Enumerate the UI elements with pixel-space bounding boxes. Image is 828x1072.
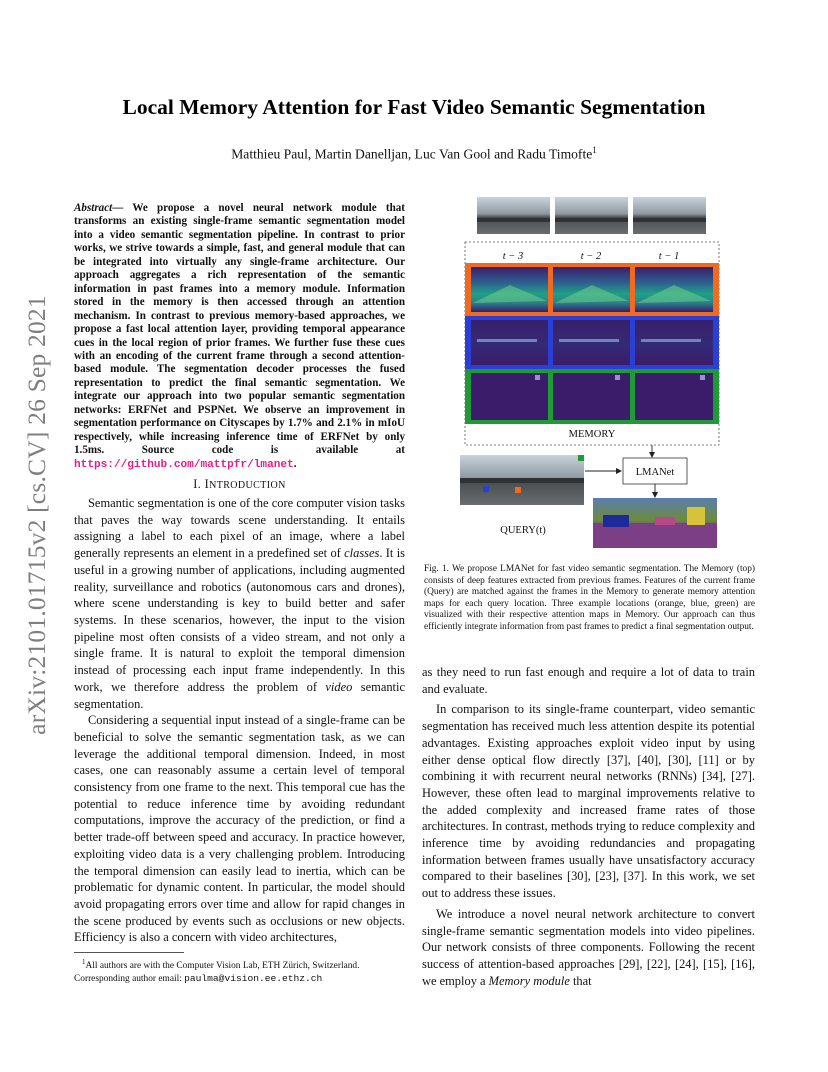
time-label: t − 3 bbox=[502, 251, 524, 262]
segmentation-output-image bbox=[593, 498, 717, 548]
query-frame-image bbox=[460, 455, 584, 505]
introduction-text bbox=[74, 495, 405, 946]
footnote-divider bbox=[74, 952, 184, 953]
arxiv-identifier: arXiv:2101.01715v2 [cs.CV] 26 Sep 2021 bbox=[22, 295, 51, 735]
author-email[interactable]: paulma@vision.ee.ethz.ch bbox=[184, 972, 323, 984]
query-location-orange bbox=[515, 487, 521, 493]
paragraph: In comparison to its single-frame counterpart, video semantic segmentation has received much less attention despite its potential advantages. Existing approaches exploit video input by using either dense optical flow directly [37], [40], [30], [11] or by combining it with recurrent neural networks (RNNs) [34], [27]. However, these often lead to marginal improvements relative to the added complexity and increased frame rates of those architectures. In contrast, methods trying to reduce complexity and inference time by avoiding redundancies and propagating information between frames usually have unsatisfactory accuracy compared to their baselines [30], [23], [37]. In this work, we set out to address these issues. bbox=[422, 702, 755, 901]
attention-row-green bbox=[465, 369, 719, 424]
paper-authors: Matthieu Paul, Martin Danelljan, Luc Van Gool and Radu Timofte$^1$ bbox=[231, 145, 597, 162]
paragraph: Semantic segmentation is one of the core computer vision tasks that paves the way towards scene understanding. It entails assigning a label to each pixel of an image, where a label generally represents an element in a predefined set of classes. It is useful in a growing number of applications, including augmented reality, surveillance and robotics (autonomous cars and drones), where scene understanding is key to build better and safer systems. In these scenarios, however, the input to the vision pipeline most often consists of a video stream, and not only a single frame. It is natural to exploit the temporal dimension instead of processing each input frame independently. In this work, we therefore address the problem of video semantic segmentation. bbox=[74, 496, 405, 711]
right-column bbox=[422, 664, 755, 989]
time-label: t − 1 bbox=[658, 251, 680, 262]
query-location-blue bbox=[483, 486, 489, 492]
section-heading-introduction: I. INTRODUCTION bbox=[193, 477, 286, 492]
figure-1-illustration bbox=[455, 193, 723, 553]
figure-1 bbox=[455, 193, 723, 553]
source-code-link[interactable]: https://github.com/mattpfr/lmanet bbox=[74, 458, 294, 471]
paragraph: as they need to run fast enough and require a lot of data to train and evaluate. bbox=[422, 665, 755, 696]
paragraph: We introduce a novel neural network architecture to convert single-frame semantic segmentation models into video pipelines. Our network consists of three components. Following the recent success of attention-based approaches [29], [22], [24], [15], [16], we employ a Memory module that bbox=[422, 906, 755, 988]
footnote: $^1$All authors are with the Computer Vision Lab, ETH Zürich, Switzerland. Corresponding author email: paulma@vision.ee.ethz.ch bbox=[74, 958, 360, 984]
left-column bbox=[74, 202, 405, 985]
previous-frame-images bbox=[477, 197, 706, 234]
introduction-continued-text bbox=[422, 664, 755, 989]
memory-label: MEMORY bbox=[568, 429, 616, 440]
figure-1-caption: Fig. 1. We propose LMANet for fast video semantic segmentation. The Memory (top) consists of deep features extracted from previous frames. Features of the current frame (Query) are matched against the frames in the Memory to generate memory attention maps for each query location. Three example locations (orange, blue, green) are visualized with their respective attention maps in Memory. Our approach can thus efficiently integrate information from past frames to predict a final segmentation output. bbox=[424, 564, 755, 632]
lmanet-label: LMANet bbox=[635, 467, 675, 478]
abstract: Abstract— We propose a novel neural network module that transforms an existing single-frame semantic segmentation model into a video semantic segmentation pipeline. In contrast to prior works, we strive towards a simple, fast, and general module that can be integrated into virtually any single-frame architecture. Our approach aggregates a rich representation of the semantic information in past frames into a memory module. Information stored in the memory is then accessed through an attention mechanism. In contrast to previous memory-based approaches, we propose a fast local attention layer, providing temporal appearance cues in the local region of prior frames. We further fuse these cues with an encoding of the current frame through a second attention-based module. The segmentation decoder processes the fused representation to predict the final semantic segmentation. We integrate our approach into two popular semantic segmentation networks: ERFNet and PSPNet. We observe an improvement in segmentation performance on Cityscapes by 1.7% and 2.1% in mIoU respectively, while increasing inference time of ERFNet by only 1.5ms. Source code is available at https://github.com/mattpfr/lmanet. bbox=[74, 202, 406, 471]
time-label: t − 2 bbox=[580, 251, 602, 262]
query-location-green bbox=[578, 455, 584, 461]
paragraph: Considering a sequential input instead of a single-frame can be beneficial to solve the semantic segmentation task, as we can leverage the additional temporal dimension. Indeed, in most cases, one can reasonably assume a certain level of temporal consistency from one frame to the next. This temporal cue has the potential to reduce inference time by avoiding redundant computations, improve the accuracy of the prediction, or find a better trade-off between speed and accuracy. In practice however, exploiting video data is a very challenging problem. Introducing the temporal dimension can easily lead to inertia, which can be problematic for dynamic content. In particular, the model should avoid propagating errors over time and allow for rapid changes in the scene produced by events such as occlusions or new objects. Efficiency is also a concern with video architectures, bbox=[74, 713, 405, 945]
attention-row-orange bbox=[465, 263, 719, 316]
attention-row-blue bbox=[465, 316, 719, 369]
paper-title: Local Memory Attention for Fast Video Semantic Segmentation bbox=[122, 95, 706, 119]
query-label: QUERY(t) bbox=[500, 525, 546, 536]
